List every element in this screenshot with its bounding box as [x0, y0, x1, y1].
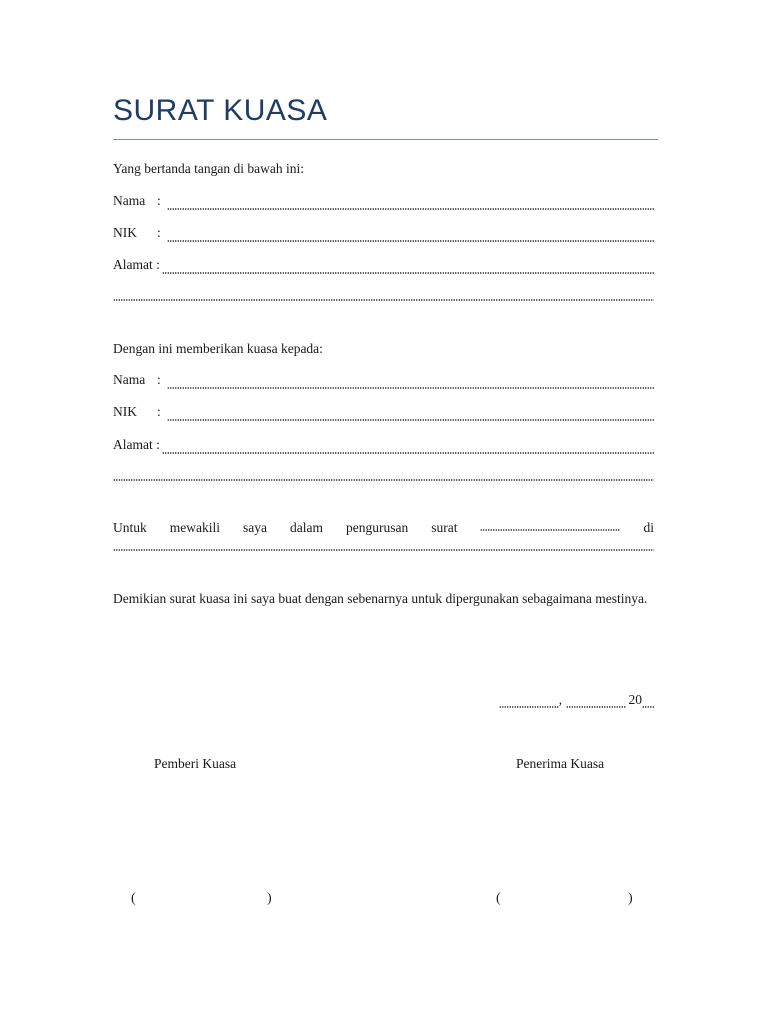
purpose-continuation: [113, 538, 654, 551]
grantee-nik-label: NIK: [113, 404, 137, 419]
colon: :: [157, 404, 161, 419]
dotted-line: [167, 376, 654, 389]
grantor-signature-label: Pemberi Kuasa: [154, 756, 237, 771]
grantor-open-paren: (: [131, 891, 136, 906]
dotted-line: [162, 261, 654, 274]
colon: :: [157, 193, 161, 208]
dotted-line: [167, 197, 654, 210]
grantee-address-label: Alamat :: [113, 437, 160, 452]
grantor-nik-field: [113, 224, 654, 242]
dotted-line: [499, 696, 559, 708]
colon: :: [157, 225, 161, 240]
grantor-name-label: Nama: [113, 193, 146, 208]
purpose-end-word: di: [643, 520, 654, 535]
grantee-address-field: [113, 436, 654, 454]
grantee-name-field: [113, 371, 654, 389]
grantee-name-label: Nama: [113, 372, 146, 387]
grantee-close-paren: ): [628, 891, 633, 906]
dotted-line: [480, 519, 620, 531]
dotted-line: [642, 696, 654, 708]
grant-intro-text: Dengan ini memberikan kuasa kepada:: [113, 341, 323, 356]
grantor-address-field: [113, 256, 654, 274]
grantee-signature-label: Penerima Kuasa: [516, 756, 605, 771]
purpose-line: [113, 519, 654, 537]
grantor-name-field: [113, 192, 654, 210]
date-line: [499, 692, 654, 708]
grantor-address-label: Alamat :: [113, 257, 160, 272]
dotted-line: [113, 468, 654, 481]
dotted-line: [113, 538, 654, 551]
colon: :: [157, 372, 161, 387]
grantee-address-continuation: [113, 468, 654, 481]
dotted-line: [167, 229, 654, 242]
grantee-open-paren: (: [496, 891, 501, 906]
document-title: SURAT KUASA: [113, 94, 328, 127]
purpose-word: pengurusan: [346, 520, 409, 535]
comma: ,: [558, 692, 566, 707]
purpose-word: surat: [431, 520, 458, 535]
closing-paragraph: Demikian surat kuasa ini saya buat dengan sebenarnya untuk dipergunakan sebagaimana mestinya.: [113, 591, 648, 606]
purpose-word: saya: [243, 520, 267, 535]
intro-text: Yang bertanda tangan di bawah ini:: [113, 161, 304, 176]
purpose-word: mewakili: [169, 520, 220, 535]
grantor-nik-label: NIK: [113, 225, 137, 240]
grantee-nik-field: [113, 403, 654, 421]
dotted-line: [167, 408, 654, 421]
grantor-address-continuation: [113, 288, 654, 301]
grantor-close-paren: ): [267, 891, 272, 906]
dotted-line: [566, 696, 626, 708]
dotted-line: [113, 288, 654, 301]
title-divider: [113, 139, 658, 140]
date-year: 20: [628, 692, 642, 707]
purpose-word: Untuk: [113, 520, 147, 535]
purpose-word: dalam: [290, 520, 323, 535]
dotted-line: [162, 441, 654, 454]
